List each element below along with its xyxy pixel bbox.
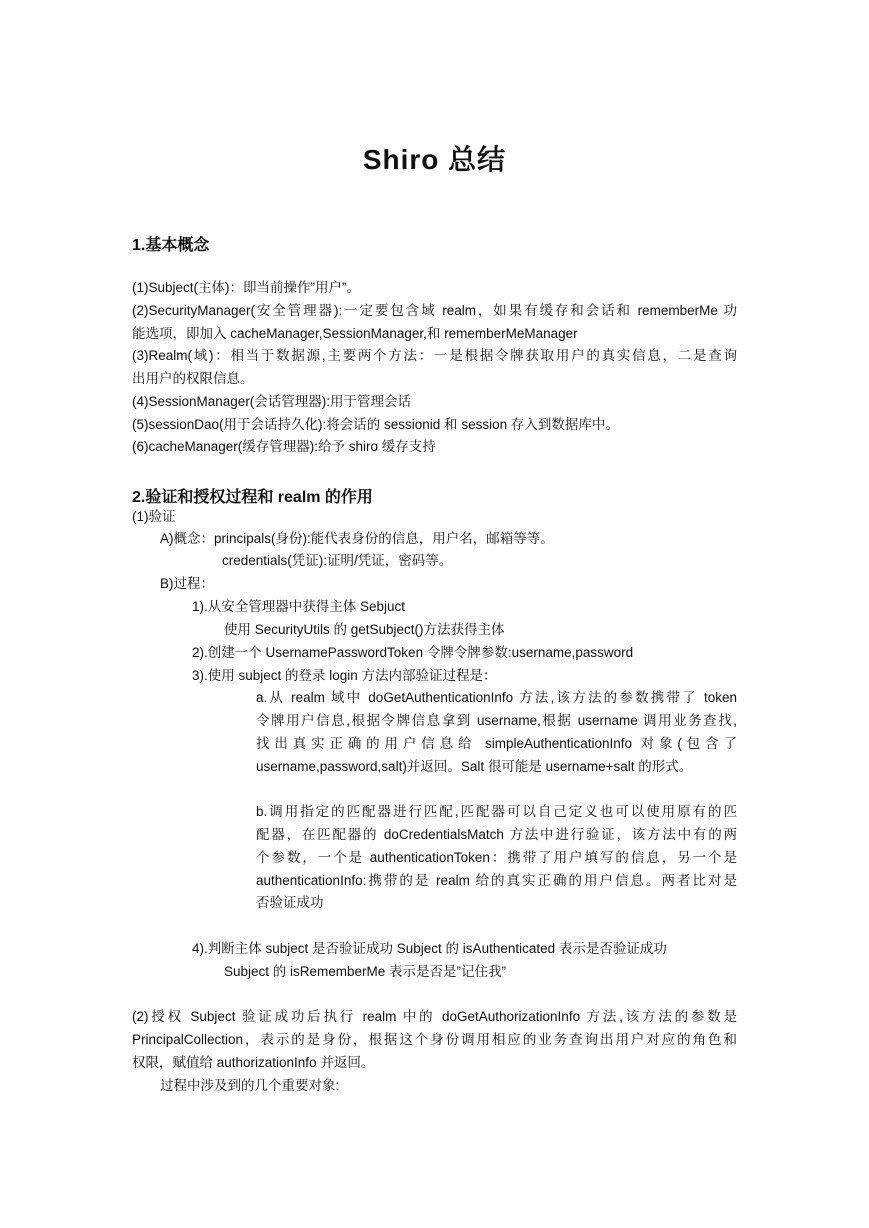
concept-credentials: credentials(凭证):证明/凭证，密码等。: [222, 553, 453, 568]
step-3b-line-3: 个参数，一个是 authenticationToken：携带了用户填写的信息，另一个是: [256, 850, 737, 865]
concept-realm: (3)Realm(域)：相当于数据源,主要两个方法：一是根据令牌获取用户的真实信息，二是查询: [132, 348, 737, 363]
concept-session-manager: (4)SessionManager(会话管理器):用于管理会话: [132, 394, 412, 409]
step-3b-line-1: b.调用指定的匹配器进行匹配,匹配器可以自己定义也可以使用原有的匹: [256, 804, 737, 819]
step-3b-line-2: 配器，在匹配器的 doCredentialsMatch 方法中进行验证，该方法中有的两: [256, 827, 737, 842]
concept-security-manager: (2)SecurityManager(安全管理器):一定要包含域 realm，如果有缓存和会话和 rememberMe 功: [132, 303, 737, 318]
document-title: Shiro 总结: [362, 144, 507, 175]
section-heading-basic-concepts: 1.基本概念: [132, 237, 210, 254]
concept-cache-manager: (6)cacheManager(缓存管理器):给予 shiro 缓存支持: [132, 439, 436, 454]
step-3a-line-1: a.从 realm 域中 doGetAuthenticationInfo 方法,该方法的参数携带了 token: [256, 690, 737, 705]
concept-realm-cont: 出用户的权限信息。: [132, 371, 254, 386]
concept-subject: (1)Subject(主体)：即当前操作”用户”。: [132, 280, 361, 295]
step-3b-line-5: 否验证成功: [256, 895, 324, 910]
process-label: B)过程：: [160, 576, 214, 591]
step-3a-line-4: username,password,salt)并返回。Salt 很可能是 username+salt 的形式。: [256, 759, 693, 774]
concept-principals: A)概念：principals(身份):能代表身份的信息，用户名，邮箱等等。: [160, 531, 554, 546]
step-4: 4).判断主体 subject 是否验证成功 Subject 的 isAuthenticated 表示是否验证成功: [192, 941, 667, 956]
step-2: 2).创建一个 UsernamePasswordToken 令牌令牌参数:username,password: [192, 645, 634, 660]
step-3a-line-2: 令牌用户信息,根据令牌信息拿到 username,根据 username 调用业务查找,: [256, 713, 737, 728]
step-4-detail: Subject 的 isRememberMe 表示是否是”记住我”: [224, 964, 507, 979]
step-3a-line-3: 找出真实正确的用户信息给 simpleAuthenticationInfo 对象(包含了: [256, 736, 737, 751]
step-3b-line-4: authenticationInfo:携带的是 realm 给的真实正确的用户信息。两者比对是: [256, 873, 737, 888]
authorization-line-3: 权限，赋值给 authorizationInfo 并返回。: [132, 1055, 375, 1070]
auth-label: (1)验证: [132, 509, 176, 524]
step-3: 3).使用 subject 的登录 login 方法内部验证过程是：: [192, 668, 497, 683]
authorization-line-2: PrincipalCollection，表示的是身份，根据这个身份调用相应的业务查询出用户对应的角色和: [132, 1032, 737, 1047]
concept-security-manager-cont: 能选项，即加入 cacheManager,SessionManager,和 rememberMeManager: [132, 326, 578, 341]
authorization-line-1: (2)授权 Subject 验证成功后执行 realm 中的 doGetAuthorizationInfo 方法,该方法的参数是: [132, 1009, 737, 1024]
concept-session-dao: (5)sessionDao(用于会话持久化):将会话的 sessionid 和 session 存入到数据库中。: [132, 417, 619, 432]
section-heading-auth-process: 2.验证和授权过程和 realm 的作用: [132, 489, 373, 506]
step-1-detail: 使用 SecurityUtils 的 getSubject()方法获得主体: [224, 622, 505, 637]
objects-label: 过程中涉及到的几个重要对象:: [160, 1078, 340, 1093]
step-1: 1).从安全管理器中获得主体 Sebjuct: [192, 599, 406, 614]
